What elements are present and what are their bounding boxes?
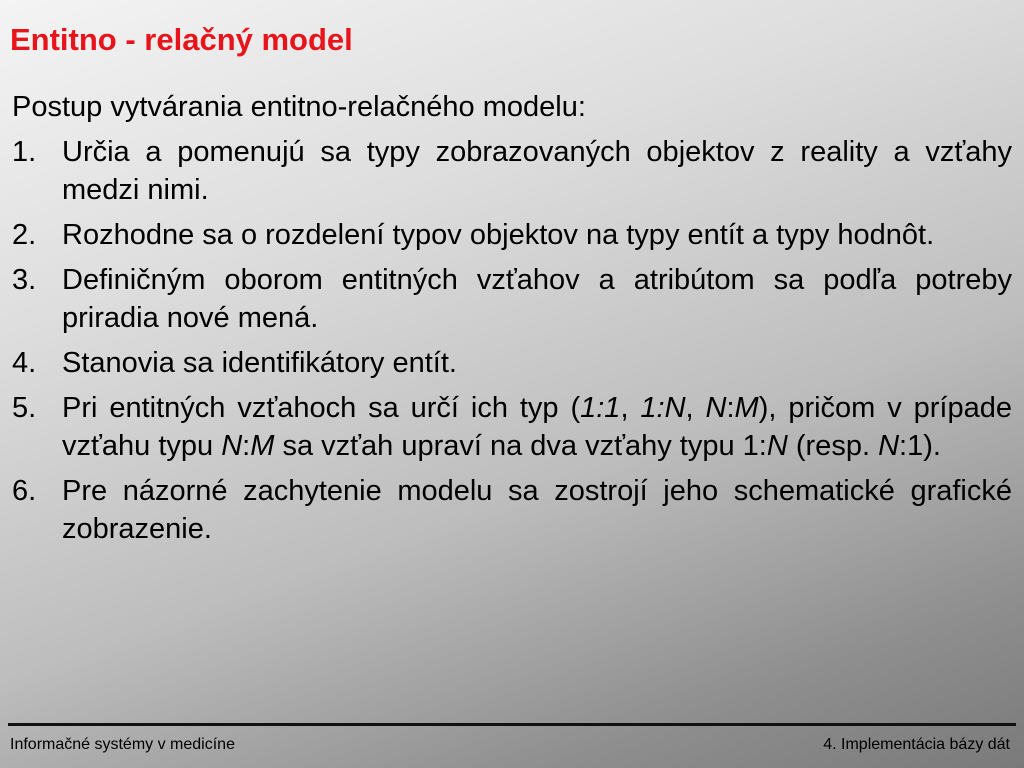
step-text-part-italic: N bbox=[878, 430, 900, 462]
step-item-2 bbox=[12, 216, 1012, 254]
footer-chapter-name: 4. Implementácia bázy dát bbox=[823, 736, 1010, 753]
slide-body bbox=[12, 88, 1012, 555]
step-text-part: (resp. bbox=[787, 430, 879, 462]
step-number: 4. bbox=[12, 347, 37, 379]
step-text: Definičným oborom entitných vzťahov a atribútom sa podľa potreby priradia nové mená. bbox=[62, 264, 1012, 334]
step-number: 5. bbox=[12, 392, 37, 424]
step-item-6 bbox=[12, 472, 1012, 548]
step-text-part-italic: 1:1 bbox=[580, 392, 621, 424]
slide-title: Entitno - relačný model bbox=[10, 22, 353, 57]
step-text-part: : bbox=[726, 392, 735, 424]
step-text-part-italic: N bbox=[221, 430, 243, 462]
step-text bbox=[62, 389, 1012, 465]
footer-course-name: Informačné systémy v medicíne bbox=[10, 736, 235, 753]
step-text-part: sa vzťah upraví na dva vzťahy typu 1: bbox=[274, 430, 767, 462]
footer-divider bbox=[8, 723, 1016, 726]
step-text-part-italic: N bbox=[766, 430, 788, 462]
step-number: 3. bbox=[12, 264, 37, 296]
step-text-part: , bbox=[685, 392, 706, 424]
step-text-part: , bbox=[620, 392, 641, 424]
step-text-part: :1). bbox=[899, 430, 941, 462]
step-text-part-italic: 1:N bbox=[640, 392, 686, 424]
step-text: Rozhodne sa o rozdelení typov objektov na typy entít a typy hodnôt. bbox=[62, 219, 935, 251]
step-text-part-italic: M bbox=[734, 392, 759, 424]
step-text-part: Pri entitných vzťahoch sa určí ich typ ( bbox=[62, 392, 581, 424]
step-text-part: ), pričom v prípade vzťahu typu bbox=[62, 392, 1012, 462]
step-text: Určia a pomenujú sa typy zobrazovaných objektov z reality a vzťahy medzi nimi. bbox=[62, 136, 1012, 206]
step-number: 1. bbox=[12, 136, 37, 168]
step-text-part-italic: N bbox=[705, 392, 727, 424]
step-text-part-italic: M bbox=[250, 430, 275, 462]
step-number: 2. bbox=[12, 219, 37, 251]
step-number: 6. bbox=[12, 475, 37, 507]
step-item-3 bbox=[12, 261, 1012, 337]
step-text-part: : bbox=[242, 430, 251, 462]
steps-list bbox=[12, 133, 1012, 548]
step-item-4 bbox=[12, 344, 1012, 382]
intro-text: Postup vytvárania entitno-relačného modelu: bbox=[12, 91, 586, 123]
step-text: Stanovia sa identifikátory entít. bbox=[62, 347, 457, 379]
step-item-1 bbox=[12, 133, 1012, 209]
step-item-5 bbox=[12, 389, 1012, 465]
step-text: Pre názorné zachytenie modelu sa zostrojí jeho schematické grafické zobrazenie. bbox=[62, 475, 1012, 545]
